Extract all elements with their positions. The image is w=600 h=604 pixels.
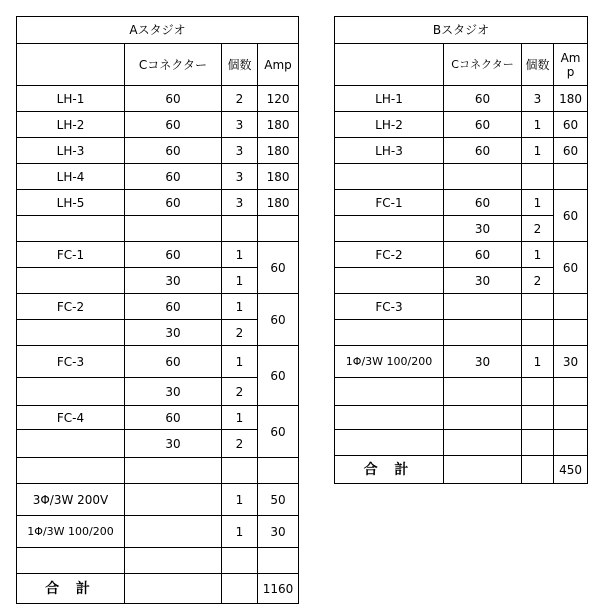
- row-connector: [125, 548, 222, 574]
- row-connector: 60: [125, 242, 222, 268]
- row-count: 3: [222, 112, 258, 138]
- table-row: [335, 294, 588, 320]
- studio-b-header-connector: Cコネクター: [444, 44, 522, 86]
- table-row: [17, 164, 299, 190]
- table-row: [17, 346, 299, 378]
- row-name: [335, 216, 444, 242]
- table-row: [17, 268, 299, 294]
- row-count: 1: [522, 138, 554, 164]
- row-name: LH-1: [335, 86, 444, 112]
- row-amp: [554, 294, 588, 320]
- studio-a-header-name: [17, 44, 125, 86]
- table-row: [17, 516, 299, 548]
- studio-a-header-connector: Cコネクター: [125, 44, 222, 86]
- row-name: [17, 268, 125, 294]
- row-connector: 60: [125, 138, 222, 164]
- row-connector: 30: [125, 378, 222, 406]
- studio-a-total-empty: [222, 574, 258, 604]
- row-name: LH-5: [17, 190, 125, 216]
- table-row: [17, 138, 299, 164]
- row-count: 3: [222, 164, 258, 190]
- table-row: [17, 378, 299, 406]
- table-row: [17, 294, 299, 320]
- table-row: [335, 268, 588, 294]
- row-amp: [554, 430, 588, 456]
- row-amp: 120: [258, 86, 299, 112]
- table-row: [335, 378, 588, 406]
- row-amp: [554, 320, 588, 346]
- row-connector: 60: [444, 242, 522, 268]
- table-row: [335, 86, 588, 112]
- table-row: [335, 346, 588, 378]
- row-amp: 60: [258, 346, 299, 406]
- row-connector: 30: [125, 430, 222, 458]
- table-row: [17, 406, 299, 430]
- row-connector: [444, 164, 522, 190]
- row-amp: 60: [258, 294, 299, 346]
- row-connector: 30: [125, 320, 222, 346]
- studio-b-header-amp-text: Am p: [560, 50, 581, 79]
- table-row: [17, 458, 299, 484]
- row-amp: 180: [258, 164, 299, 190]
- row-amp: [554, 378, 588, 406]
- row-name: 1Φ/3W 100/200: [17, 516, 125, 548]
- row-amp: 50: [258, 484, 299, 516]
- row-amp: [258, 548, 299, 574]
- row-connector: [125, 458, 222, 484]
- row-count: 1: [522, 190, 554, 216]
- row-connector: 60: [444, 190, 522, 216]
- row-name: LH-2: [17, 112, 125, 138]
- row-count: 2: [222, 378, 258, 406]
- row-name: FC-1: [17, 242, 125, 268]
- row-connector: [444, 320, 522, 346]
- row-count: [222, 216, 258, 242]
- row-connector: 30: [125, 268, 222, 294]
- table-row: [17, 86, 299, 112]
- row-name: LH-3: [17, 138, 125, 164]
- row-name: [335, 406, 444, 430]
- studio-b-table: [334, 16, 588, 484]
- studio-b-header-name: [335, 44, 444, 86]
- row-connector: [125, 484, 222, 516]
- row-count: 1: [222, 516, 258, 548]
- row-count: [522, 406, 554, 430]
- row-amp: 180: [258, 112, 299, 138]
- row-name: [17, 458, 125, 484]
- studio-a-table: [16, 16, 299, 604]
- row-connector: 60: [125, 294, 222, 320]
- row-name: FC-1: [335, 190, 444, 216]
- row-name: [335, 268, 444, 294]
- row-amp: 180: [258, 138, 299, 164]
- row-connector: 60: [444, 138, 522, 164]
- row-name: [17, 378, 125, 406]
- row-connector: 60: [125, 112, 222, 138]
- row-connector: 60: [125, 190, 222, 216]
- table-row: [335, 216, 588, 242]
- row-connector: [125, 516, 222, 548]
- row-connector: 60: [444, 112, 522, 138]
- row-name: LH-1: [17, 86, 125, 112]
- row-count: 3: [222, 138, 258, 164]
- table-row: [335, 164, 588, 190]
- row-count: [522, 430, 554, 456]
- row-connector: 60: [125, 406, 222, 430]
- row-count: 1: [222, 268, 258, 294]
- row-amp: 30: [554, 346, 588, 378]
- studio-a-header-count: 個数: [222, 44, 258, 86]
- studio-b-total-amp: 450: [554, 456, 588, 484]
- row-count: [522, 164, 554, 190]
- row-count: [222, 548, 258, 574]
- row-connector: [125, 216, 222, 242]
- table-row: [335, 138, 588, 164]
- table-row: [17, 190, 299, 216]
- table-row: [335, 190, 588, 216]
- row-connector: 30: [444, 216, 522, 242]
- row-count: 1: [222, 406, 258, 430]
- row-amp: 60: [554, 138, 588, 164]
- row-amp: [258, 458, 299, 484]
- row-amp: [554, 406, 588, 430]
- studio-a-total-label: 合 計: [17, 574, 125, 604]
- row-count: 2: [222, 86, 258, 112]
- row-count: 1: [522, 346, 554, 378]
- row-count: [222, 458, 258, 484]
- row-amp: 60: [554, 112, 588, 138]
- table-row: [335, 430, 588, 456]
- row-amp: 180: [554, 86, 588, 112]
- row-count: 3: [222, 190, 258, 216]
- row-amp: 180: [258, 190, 299, 216]
- row-count: 1: [522, 112, 554, 138]
- row-amp: 60: [554, 242, 588, 294]
- row-count: 2: [522, 268, 554, 294]
- row-amp: 60: [258, 406, 299, 458]
- table-row: [17, 548, 299, 574]
- row-name: LH-3: [335, 138, 444, 164]
- row-name: LH-2: [335, 112, 444, 138]
- studio-a-header-amp: Amp: [258, 44, 299, 86]
- row-name: LH-4: [17, 164, 125, 190]
- row-connector: [444, 378, 522, 406]
- row-name: FC-3: [17, 346, 125, 378]
- row-connector: 60: [444, 86, 522, 112]
- row-count: 2: [222, 320, 258, 346]
- row-connector: 60: [125, 86, 222, 112]
- row-amp: [554, 164, 588, 190]
- studio-a-total-empty: [125, 574, 222, 604]
- row-count: 1: [222, 242, 258, 268]
- table-row: [17, 242, 299, 268]
- row-count: 1: [222, 484, 258, 516]
- studio-b-title: Bスタジオ: [335, 17, 588, 44]
- table-row: [17, 484, 299, 516]
- row-name: FC-3: [335, 294, 444, 320]
- row-name: 3Φ/3W 200V: [17, 484, 125, 516]
- row-count: 2: [222, 430, 258, 458]
- table-row: [17, 430, 299, 458]
- row-name: 1Φ/3W 100/200: [335, 346, 444, 378]
- row-name: [335, 164, 444, 190]
- row-name: [17, 548, 125, 574]
- row-connector: 60: [125, 164, 222, 190]
- row-count: [522, 378, 554, 406]
- row-count: 3: [522, 86, 554, 112]
- studio-b-total-empty: [444, 456, 522, 484]
- table-row-total: [335, 456, 588, 484]
- row-count: 1: [222, 294, 258, 320]
- table-row: [17, 320, 299, 346]
- table-row: [17, 112, 299, 138]
- row-name: FC-4: [17, 406, 125, 430]
- studio-b-total-label: 合 計: [335, 456, 444, 484]
- table-row: [17, 216, 299, 242]
- studio-a-title: Aスタジオ: [17, 17, 299, 44]
- row-amp: 30: [258, 516, 299, 548]
- row-name: [335, 378, 444, 406]
- row-connector: 60: [125, 346, 222, 378]
- row-connector: [444, 406, 522, 430]
- table-row: [335, 242, 588, 268]
- row-name: [17, 216, 125, 242]
- row-count: 1: [222, 346, 258, 378]
- row-count: 1: [522, 242, 554, 268]
- table-row: [335, 406, 588, 430]
- row-connector: 30: [444, 346, 522, 378]
- row-count: [522, 294, 554, 320]
- row-name: [17, 430, 125, 458]
- table-row: [335, 320, 588, 346]
- studio-b-total-empty: [522, 456, 554, 484]
- studio-b-header-amp: [554, 44, 588, 86]
- table-row-total: [17, 574, 299, 604]
- studio-a-total-amp: 1160: [258, 574, 299, 604]
- row-count: 2: [522, 216, 554, 242]
- table-row: [335, 112, 588, 138]
- row-connector: [444, 430, 522, 456]
- row-amp: 60: [554, 190, 588, 242]
- row-amp: 60: [258, 242, 299, 294]
- row-connector: 30: [444, 268, 522, 294]
- row-name: FC-2: [335, 242, 444, 268]
- row-amp: [258, 216, 299, 242]
- row-name: [335, 430, 444, 456]
- row-name: [17, 320, 125, 346]
- row-name: FC-2: [17, 294, 125, 320]
- row-name: [335, 320, 444, 346]
- row-connector: [444, 294, 522, 320]
- row-count: [522, 320, 554, 346]
- studio-b-header-count: 個数: [522, 44, 554, 86]
